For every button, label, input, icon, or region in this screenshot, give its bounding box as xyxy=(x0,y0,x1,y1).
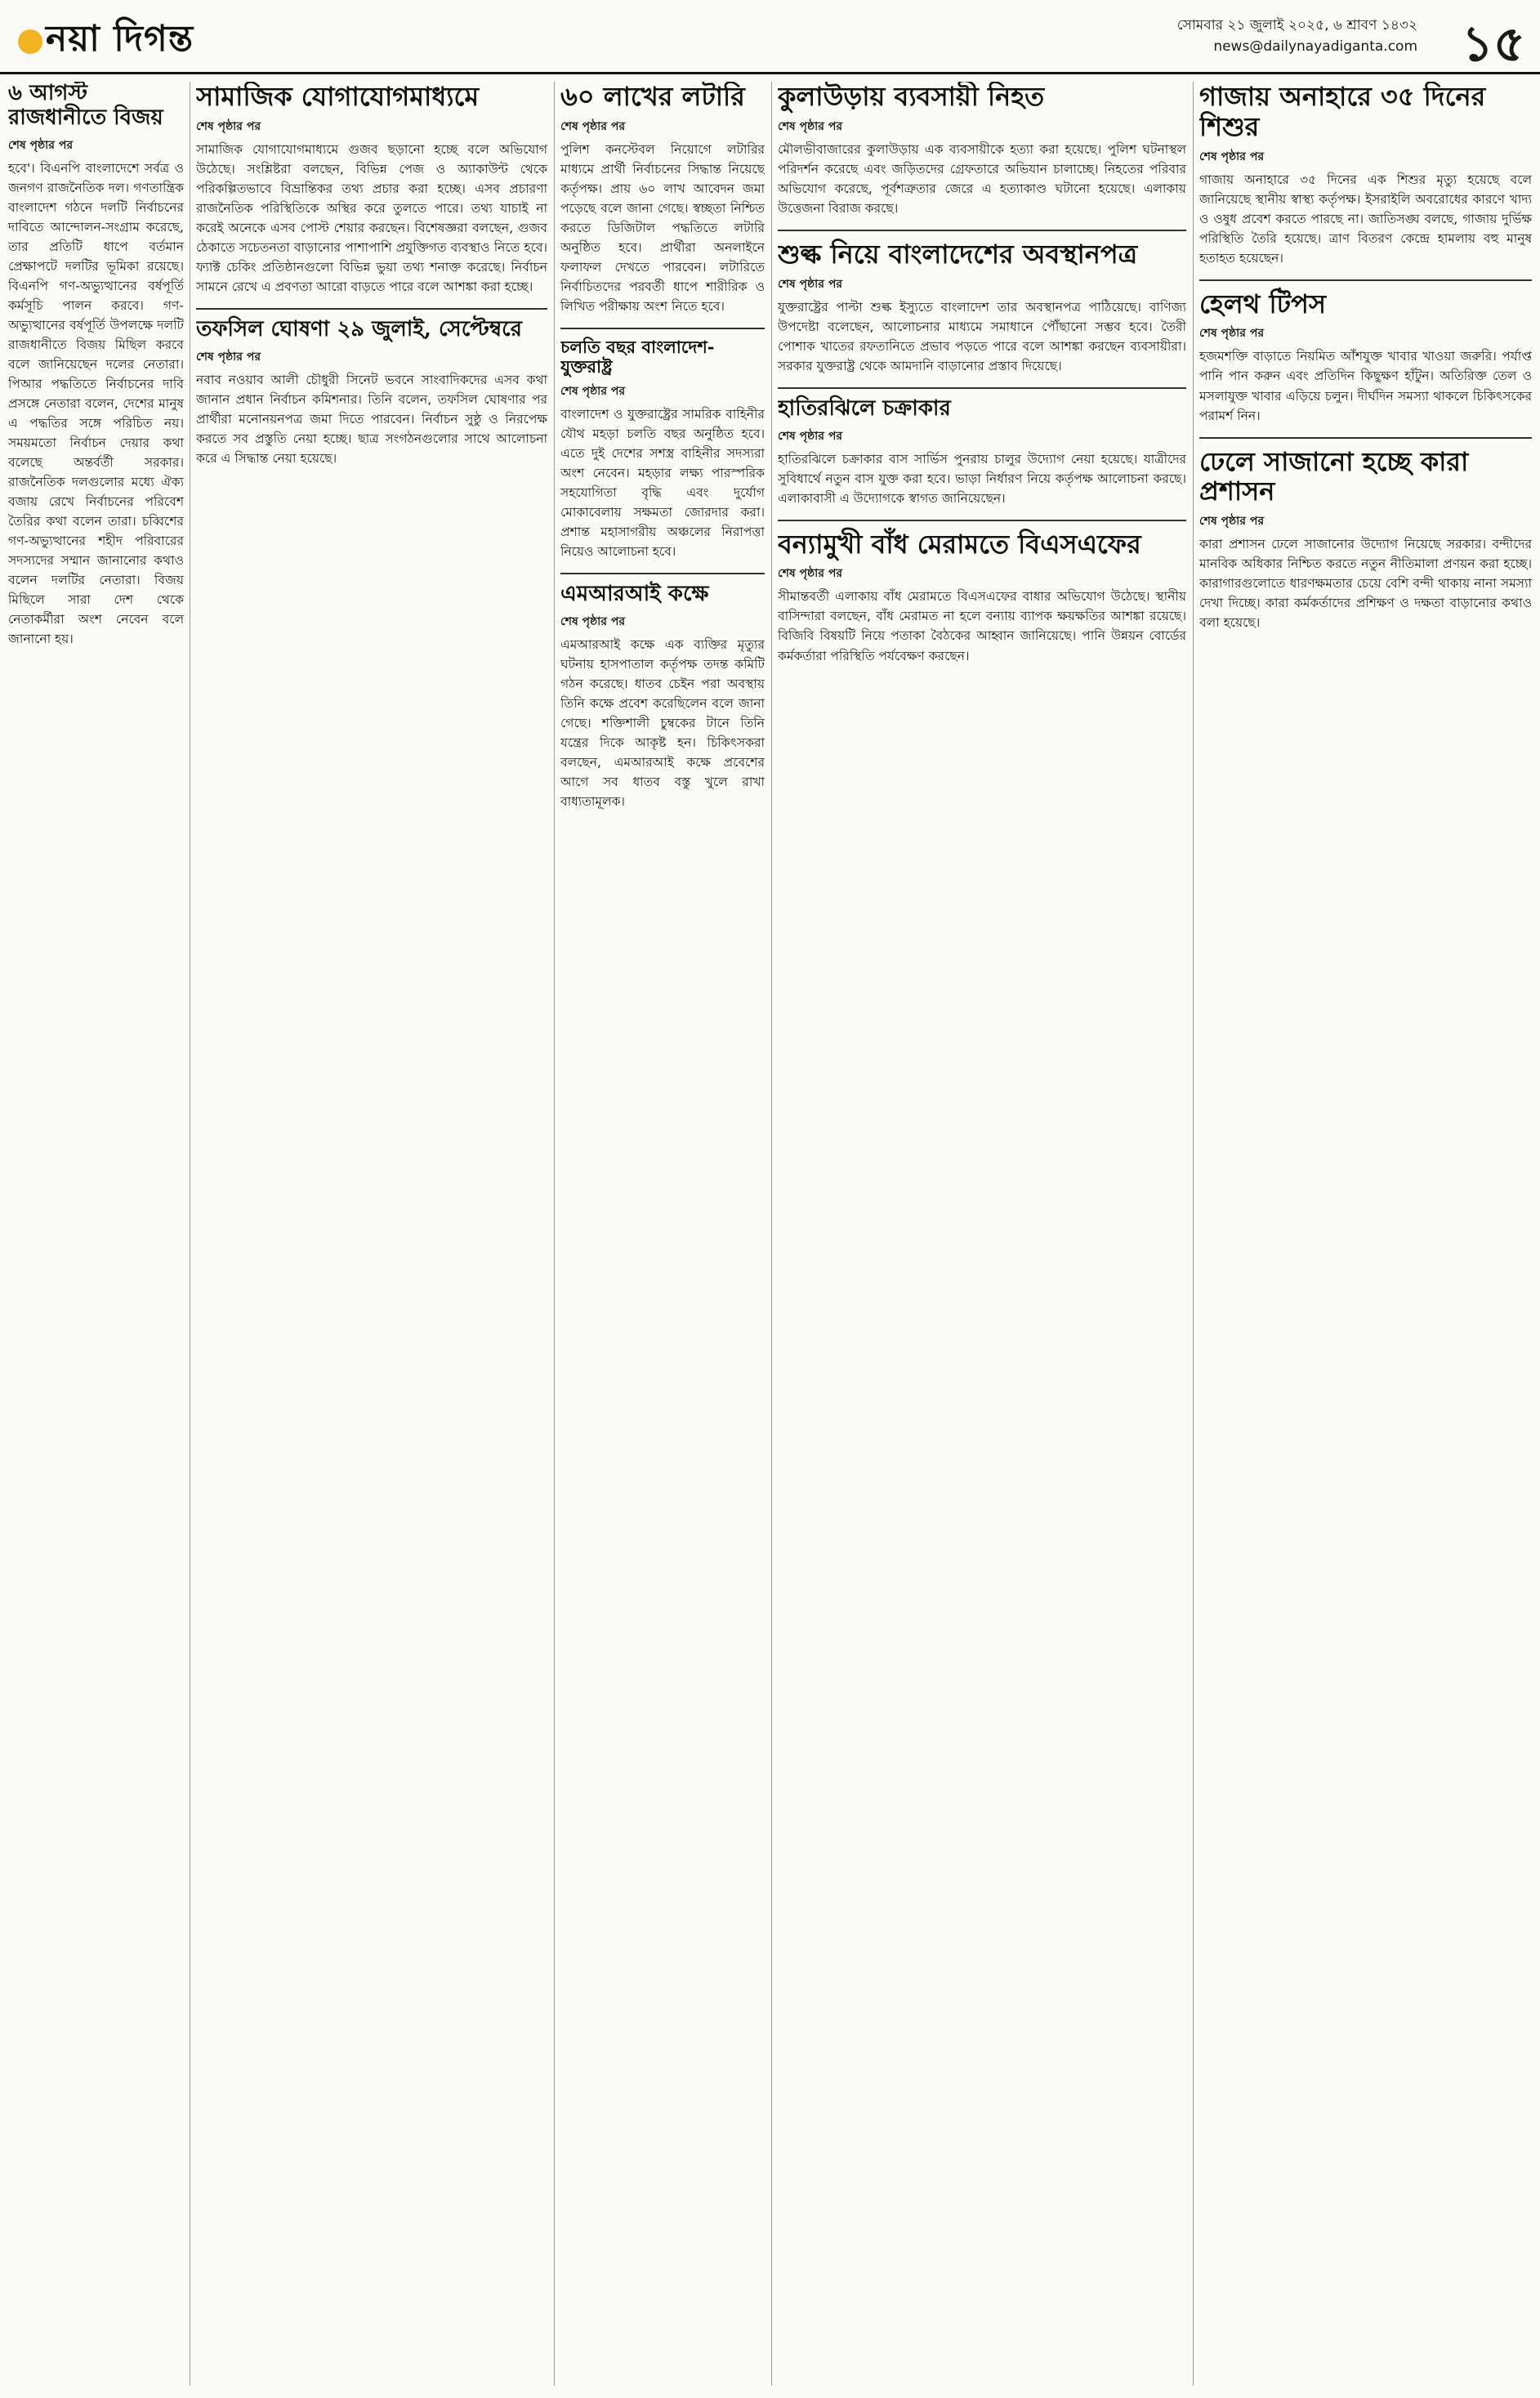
headline[interactable]: সামাজিক যোগাযোগমাধ্যমে xyxy=(196,82,480,112)
headline[interactable]: বন্যামুখী বাঁধ মেরামতে বিএসএফের xyxy=(778,528,1141,560)
kicker: শেষ পৃষ্ঠার পর xyxy=(778,119,843,133)
article-prison xyxy=(1199,447,1532,633)
article-social-media xyxy=(196,82,547,297)
article-gaza xyxy=(1199,82,1532,268)
headline[interactable]: হেলথ টিপস xyxy=(1199,288,1326,319)
article-body: মৌলভীবাজারের কুলাউড়ায় এক ব্যবসায়ীকে হত্যা করা হয়েছে। পুলিশ ঘটনাস্থল পরিদর্শন করেছে এবং জড়িতদের গ্রেফতারে অভিযান চালাচ্ছে। নিহতের পরিবার অভিযোগ করেছে, পূর্বশত্রুতার জেরে এ হত্যাকাণ্ড ঘটানো হয়েছে। এলাকায় উত্তেজনা বিরাজ করছে। xyxy=(778,141,1186,216)
headline[interactable]: হাতিরঝিলে চক্রাকার xyxy=(778,395,951,421)
kicker: শেষ পৃষ্ঠার পর xyxy=(8,138,74,152)
kicker: শেষ পৃষ্ঠার পর xyxy=(196,350,261,364)
article-kulaura xyxy=(778,82,1186,218)
column-3 xyxy=(560,82,765,2386)
column-4 xyxy=(778,82,1186,2386)
dateline xyxy=(1177,15,1417,57)
kicker: শেষ পৃষ্ঠার পর xyxy=(778,567,843,581)
article-body: হাতিরঝিলে চক্রাকার বাস সার্ভিস পুনরায় চালুর উদ্যোগ নেয়া হয়েছে। যাত্রীদের সুবিধার্থে নতুন বাস যুক্ত করা হবে। ভাড়া নির্ধারণ নিয়ে কর্তৃপক্ষ আলোচনা করছে। এলাকাবাসী এ উদ্যোগকে স্বাগত জানিয়েছেন। xyxy=(778,451,1186,506)
headline[interactable]: কুলাউড়ায় ব্যবসায়ী নিহত xyxy=(778,82,1045,112)
column-2 xyxy=(196,82,547,2386)
article-body: হজমশক্তি বাড়াতে নিয়মিত আঁশযুক্ত খাবার খাওয়া জরুরি। পর্যাপ্ত পানি পান করুন এবং প্রতিদিন কিছুক্ষণ হাঁটুন। অতিরিক্ত তেল ও মসলাযুক্ত খাবার এড়িয়ে চলুন। দীর্ঘদিন সমস্যা থাকলে চিকিৎসকের পরামর্শ নিন। xyxy=(1199,349,1532,423)
article-lottery xyxy=(560,82,765,316)
headline[interactable]: তফসিল ঘোষণা ২৯ জুলাই, সেপ্টেম্বরে xyxy=(196,316,522,342)
article-bijoy xyxy=(8,82,184,649)
kicker: শেষ পৃষ্ঠার পর xyxy=(778,429,843,443)
date-line: সোমবার ২১ জুলাই ২০২৫, ৬ শ্রাবণ ১৪৩২ xyxy=(1176,17,1417,33)
kicker: শেষ পৃষ্ঠার পর xyxy=(196,119,261,133)
headline[interactable]: ঢেলে সাজানো হচ্ছে কারা প্রশাসন xyxy=(1199,445,1469,507)
article-schedule xyxy=(196,318,547,468)
article-hatirjheel xyxy=(778,397,1186,508)
masthead xyxy=(0,0,1540,74)
article-body: পুলিশ কনস্টেবল নিয়োগে লটারির মাধ্যমে প্রার্থী নির্বাচনের সিদ্ধান্ত নিয়েছে কর্তৃপক্ষ। প্রায় ৬০ লাখ আবেদন জমা পড়েছে বলে জানা গেছে। স্বচ্ছতা নিশ্চিত করতে ডিজিটাল পদ্ধতিতে লটারি অনুষ্ঠিত হবে। প্রার্থীরা অনলাইনে ফলাফল দেখতে পারবেন। লটারিতে নির্বাচিতদের পরবর্তী ধাপে শারীরিক ও লিখিত পরীক্ষায় অংশ নিতে হবে। xyxy=(560,141,765,314)
headline[interactable]: ৬ আগস্ট রাজধানীতে বিজয় xyxy=(8,82,163,130)
column-1 xyxy=(8,82,184,2386)
article-body: সামাজিক যোগাযোগমাধ্যমে গুজব ছড়ানো হচ্ছে বলে অভিযোগ উঠেছে। সংশ্লিষ্টরা বলছেন, বিভিন্ন পেজ ও অ্যাকাউন্ট থেকে পরিকল্পিতভাবে বিভ্রান্তিকর তথ্য প্রচার করা হচ্ছে। এসব প্রচারণা রাজনৈতিক পরিস্থিতিকে অস্থির করে তুলতে পারে। তথ্য যাচাই না করেই অনেকে এসব পোস্ট শেয়ার করছেন। বিশেষজ্ঞরা বলছেন, গুজব ঠেকাতে সচেতনতা বাড়ানোর পাশাপাশি প্রযুক্তিগত ব্যবস্থাও নিতে হবে। ফ্যাক্ট চেকিং প্রতিষ্ঠানগুলো বিভিন্ন ভুয়া তথ্য শনাক্ত করেছে। নির্বাচন সামনে রেখে এ প্রবণতা আরো বাড়তে পারে বলে আশঙ্কা করা হচ্ছে। xyxy=(196,141,547,294)
headline[interactable]: গাজায় অনাহারে ৩৫ দিনের শিশুর xyxy=(1199,82,1486,142)
kicker: শেষ পৃষ্ঠার পর xyxy=(1199,515,1265,529)
article-body: যুক্তরাষ্ট্রের পাল্টা শুল্ক ইস্যুতে বাংলাদেশ তার অবস্থানপত্র পাঠিয়েছে। বাণিজ্য উপদেষ্টা বলেছেন, আলোচনার মাধ্যমে সমাধানে পৌঁছানো সম্ভব হবে। তৈরী পোশাক খাতের রফতানিতে প্রভাব পড়তে পারে বলে আশঙ্কা করছেন ব্যবসায়ীরা। সরকার যুক্তরাষ্ট্র থেকে আমদানি বাড়ানোর প্রস্তাব দিয়েছে। xyxy=(778,299,1186,373)
article-body: বাংলাদেশ ও যুক্তরাষ্ট্রের সামরিক বাহিনীর যৌথ মহড়া চলতি বছর অনুষ্ঠিত হবে। এতে দুই দেশের সশস্ত্র বাহিনীর সদস্যরা অংশ নেবেন। মহড়ার লক্ষ্য পারস্পরিক সহযোগিতা বৃদ্ধি এবং দুর্যোগ মোকাবেলায় সক্ষমতা জোরদার করা। প্রশান্ত মহাসাগরীয় অঞ্চলের নিরাপত্তা নিয়েও আলোচনা হবে। xyxy=(560,407,765,560)
kicker: শেষ পৃষ্ঠার পর xyxy=(560,615,626,629)
kicker: শেষ পৃষ্ঠার পর xyxy=(560,385,626,399)
article-bsf xyxy=(778,529,1186,666)
article-body: এমআরআই কক্ষে এক ব্যক্তির মৃত্যুর ঘটনায় হাসপাতাল কর্তৃপক্ষ তদন্ত কমিটি গঠন করেছে। ধাতব চেইন পরা অবস্থায় তিনি কক্ষে প্রবেশ করেছিলেন বলে জানা গেছে। শক্তিশালী চুম্বকের টানে তিনি যন্ত্রের দিকে আকৃষ্ট হন। চিকিৎসকরা বলছেন, এমআরআই কক্ষে প্রবেশের আগে সব ধাতব বস্তু খুলে রাখা বাধ্যতামূলক। xyxy=(560,637,765,810)
headline[interactable]: এমআরআই কক্ষে xyxy=(560,582,709,607)
email-link[interactable]: news@dailynayadiganta.com xyxy=(1213,38,1417,55)
column-5 xyxy=(1199,82,1532,2386)
article-health-tips xyxy=(1199,289,1532,426)
article-body: কারা প্রশাসন ঢেলে সাজানোর উদ্যোগ নিয়েছে সরকার। বন্দীদের মানবিক অধিকার নিশ্চিত করতে নতুন নীতিমালা প্রণয়ন করা হচ্ছে। কারাগারগুলোতে ধারণক্ষমতার চেয়ে বেশি বন্দী থাকায় নানা সমস্যা দেখা দিচ্ছে। কারা কর্মকর্তাদের প্রশিক্ষণ ও দক্ষতা বাড়ানোর কথাও বলা হয়েছে। xyxy=(1199,537,1532,631)
article-body: নবাব নওয়াব আলী চৌধুরী সিনেট ভবনে সাংবাদিকদের এসব কথা জানান প্রধান নির্বাচন কমিশনার। তিনি বলেন, তফসিল ঘোষণার পর প্রার্থীরা মনোনয়নপত্র জমা দিতে পারবেন। নির্বাচন সুষ্ঠু ও নিরপেক্ষ করতে সব প্রস্তুতি নেয়া হচ্ছে। ছাত্র সংগঠনগুলোর সাথে আলোচনা করে এ সিদ্ধান্ত নেয়া হয়েছে। xyxy=(196,372,547,466)
logo-text: নয়া দিগন্ত xyxy=(46,18,194,60)
article-tariff xyxy=(778,239,1186,376)
kicker: শেষ পৃষ্ঠার পর xyxy=(1199,327,1265,341)
article-body: গাজায় অনাহারে ৩৫ দিনের এক শিশুর মৃত্যু হয়েছে বলে জানিয়েছে স্থানীয় স্বাস্থ্য কর্তৃপক্ষ। ইসরাইলি অবরোধের কারণে খাদ্য ও ওষুধ প্রবেশ করতে পারছে না। জাতিসঙ্ঘ বলছে, গাজায় দুর্ভিক্ষ পরিস্থিতি তৈরি হয়েছে। ত্রাণ বিতরণ কেন্দ্রে হামলায় বহু মানুষ হতাহত হয়েছেন। xyxy=(1199,172,1532,266)
kicker: শেষ পৃষ্ঠার পর xyxy=(778,277,843,291)
page-number: ১৫ xyxy=(1462,16,1525,73)
article-mri xyxy=(560,583,765,811)
kicker: শেষ পৃষ্ঠার পর xyxy=(560,119,626,133)
article-body: সীমান্তবর্তী এলাকায় বাঁধ মেরামতে বিএসএফের বাধার অভিযোগ উঠেছে। স্থানীয় বাসিন্দারা বলছেন, বাঁধ মেরামত না হলে বন্যায় ব্যাপক ক্ষয়ক্ষতির আশঙ্কা রয়েছে। বিজিবি বিষয়টি নিয়ে পতাকা বৈঠকের আহ্বান জানিয়েছে। পানি উন্নয়ন বোর্ডের কর্মকর্তারা পরিস্থিতি পর্যবেক্ষণ করছেন। xyxy=(778,589,1186,663)
sun-logo-icon xyxy=(18,29,42,54)
article-body: হবে'। বিএনপি বাংলাদেশে সর্বত্র ও জনগণ রাজনৈতিক দল। গণতান্ত্রিক বাংলাদেশ গঠনে দলটি নির্বাচনের দাবিতে আন্দোলন-সংগ্রাম করেছে, তার প্রতিটি ধাপে বর্তমান প্রেক্ষাপটে দলটির ভূমিকা রয়েছে। বিএনপি গণ-অভ্যুত্থানের বর্ষপূর্তি কর্মসূচি পালন করবে। গণ-অভ্যুত্থানের বর্ষপূর্তি উপলক্ষে দলটি রাজধানীতে বিজয় মিছিল করবে বলে জানিয়েছেন দলের নেতারা। পিআর পদ্ধতিতে নির্বাচনের দাবি প্রসঙ্গে নেতারা বলেন, দেশের মানুষ এ পদ্ধতির সঙ্গে পরিচিত নয়। সময়মতো নির্বাচন দেয়ার কথা বলেছে অন্তর্বর্তী সরকার। রাজনৈতিক দলগুলোর মধ্যে ঐক্য বজায় রেখে নির্বাচনের পরিবেশ তৈরির কথা বলেন তারা। চব্বিশের গণ-অভ্যুত্থানের শহীদ পরিবারের সদস্যদের সম্মান জানানোর কথাও বলেন দলটির নেতারা। বিজয় মিছিলে সারা দেশ থেকে নেতাকর্মীরা অংশ নেবেন বলে জানানো হয়। xyxy=(8,160,184,647)
article-bd-us xyxy=(560,337,765,561)
headline[interactable]: চলতি বছর বাংলাদেশ-যুক্তরাষ্ট্র xyxy=(560,336,715,377)
kicker: শেষ পৃষ্ঠার পর xyxy=(1199,150,1265,163)
newspaper-logo xyxy=(15,11,194,71)
headline[interactable]: শুল্ক নিয়ে বাংলাদেশের অবস্থানপত্র xyxy=(778,238,1138,270)
headline[interactable]: ৬০ লাখের লটারি xyxy=(560,82,745,112)
